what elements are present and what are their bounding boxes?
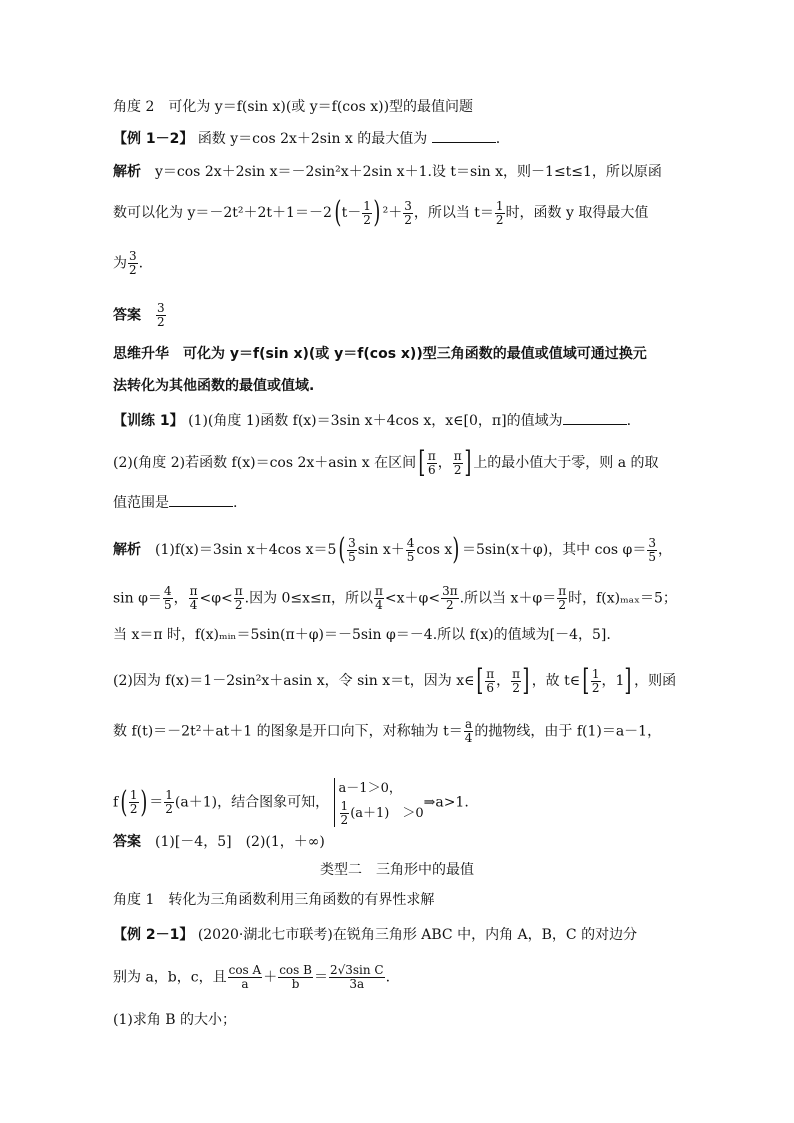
text: <x＋φ< <box>384 590 441 607</box>
fraction: $\frac{1}{2}$ <box>363 198 371 227</box>
text: (2)(角度 2)若函数 f(x)＝cos 2x＋asin x 在区间 <box>113 455 417 471</box>
solution-1-line2 <box>113 195 649 230</box>
text: . <box>138 255 144 272</box>
bracket-right: ] <box>463 445 471 480</box>
fraction: $\frac{3}{2}$ <box>404 198 412 227</box>
paren-left: ( <box>338 532 346 567</box>
text: <φ< <box>199 590 233 607</box>
bracket-left: [ <box>418 445 426 480</box>
solution-label: 解析 <box>113 164 141 180</box>
thought-text: 可化为 y＝f(sin x)(或 y＝f(cos x))型三角函数的最值或值域可通过换元 <box>183 346 647 362</box>
fraction: $\frac{\pi}{6}$ <box>427 448 436 477</box>
text: (1)f(x)＝3sin x＋4cos x＝5 <box>155 542 337 558</box>
period: . <box>233 495 238 511</box>
training-tag: 【训练 1】 <box>113 413 184 429</box>
solution-1-line1 <box>113 162 662 182</box>
solution-2-line2 <box>113 585 677 612</box>
answer-label: 答案 <box>113 307 141 324</box>
text: 当 x＝π 时，f(x)ₘᵢₙ＝5sin(π＋φ)＝－5sin φ＝－4.所以 f(x)的值域为[－4，5]. <box>113 627 611 643</box>
solution-label: 解析 <box>113 542 141 558</box>
example-2-1-question-1: (1)求角 B 的大小； <box>113 1012 237 1028</box>
fraction: $\frac{1}{2}$ <box>165 788 173 816</box>
paren-right: ) <box>373 195 381 230</box>
training-1-line2: (2)(角度 2)若函数 f(x)＝cos 2x＋asin x 在区间[ $\frac{\pi}{6}$ ， $\frac{\pi}{2}$ ] 上的最小值大于零，则 a 的取 <box>113 445 659 480</box>
text: 上的最小值大于零，则 a 的取 <box>473 455 659 471</box>
training-1-line1 <box>113 410 631 431</box>
example-tag: 【例 2－1】 <box>113 927 194 943</box>
text: 数可以化为 y＝－2t²＋2t＋1＝－2 <box>113 205 332 221</box>
fraction: $\frac{3}{5}$ <box>348 535 356 564</box>
fraction: $\frac{\pi}{6}$ <box>486 666 495 695</box>
thought-label: 思维升华 <box>113 346 169 362</box>
text: f <box>113 794 119 811</box>
bracket-right: ] <box>624 663 632 698</box>
text: ＝ <box>149 794 164 811</box>
text: (2020·湖北七市联考)在锐角三角形 ABC 中，内角 A，B，C 的对边分 <box>197 927 638 943</box>
text: . <box>385 969 391 986</box>
type2-title: 类型二 三角形中的最值 <box>320 862 474 878</box>
text: ＋ <box>263 969 278 986</box>
text: sin φ＝ <box>113 590 162 607</box>
text: t－ <box>341 205 362 221</box>
text: ＝5sin(x＋φ)，其中 cos φ＝ <box>461 542 647 558</box>
training-1-line3 <box>113 492 237 513</box>
text: ，所以当 t＝ <box>413 205 494 221</box>
fraction: $\frac{\pi}{2}$ <box>453 448 462 477</box>
fraction: $\frac{1}{2}$ <box>129 788 138 816</box>
answer-text: (1)[－4，5] (2)(1，＋∞) <box>155 834 325 850</box>
answer-blank <box>563 410 627 425</box>
example-2-1-line1 <box>113 925 637 945</box>
system-row-2: $\frac{1}{2}$ (a＋1) ＞0 <box>340 799 424 827</box>
solution-2-line6 <box>113 778 469 827</box>
paren-left: ( <box>334 195 342 230</box>
text: ²＋ <box>382 205 403 221</box>
fraction: $\frac{4}{5}$ <box>406 535 415 564</box>
bracket-left: [ <box>582 663 590 698</box>
inequality-system <box>334 778 424 827</box>
text: 别为 a，b，c，且 <box>113 969 227 986</box>
text: (2)因为 f(x)＝1－2sin²x＋asin x，令 sin x＝t，因为 x∈ <box>113 673 475 689</box>
answer-label: 答案 <box>113 834 141 850</box>
text: 为 <box>113 255 127 272</box>
example-text: 函数 y＝cos 2x＋2sin x 的最大值为 <box>197 131 428 147</box>
answer-1 <box>113 302 167 329</box>
paren-left: ( <box>120 784 128 820</box>
text: .所以当 x＋φ＝ <box>459 590 557 607</box>
text: (a＋1)，结合图象可知， <box>174 794 330 811</box>
text: cos x <box>416 542 453 558</box>
fraction: $\frac{\pi}{2}$ <box>512 666 520 695</box>
fraction: $\frac{\text{cos A}}{a}$ <box>228 963 262 991</box>
text: 的抛物线，由于 f(1)＝a－1， <box>474 723 662 740</box>
text: 时，f(x)ₘₐₓ＝5； <box>568 590 677 607</box>
text: ， <box>173 590 188 607</box>
fraction: $\frac{4}{5}$ <box>163 584 172 612</box>
text: 时，函数 y 取得最大值 <box>505 205 649 221</box>
thought-line2 <box>113 376 314 396</box>
bracket-left: [ <box>476 663 484 698</box>
solution-2-line1 <box>113 532 672 567</box>
answer-blank <box>169 492 233 507</box>
example-tag: 【例 1－2】 <box>113 131 194 147</box>
fraction: $\frac{1}{2}$ <box>495 198 504 227</box>
text: ， <box>657 542 672 558</box>
solution-2-line3 <box>113 625 611 645</box>
text: (1)(角度 1)函数 f(x)＝3sin x＋4cos x，x∈[0，π]的值域为 <box>188 413 563 429</box>
thought-text: 法转化为其他函数的最值或值域. <box>113 378 315 394</box>
fraction: $\frac{1}{2}$ <box>591 666 600 695</box>
period: . <box>495 131 501 147</box>
bracket-right: ] <box>522 663 530 698</box>
angle2-title: 角度 2 可化为 y＝f(sin x)(或 y＝f(cos x))型的最值问题 <box>113 99 474 115</box>
angle1-title: 角度 1 转化为三角函数利用三角函数的有界性求解 <box>113 892 435 908</box>
paren-right: ) <box>139 784 147 820</box>
fraction: $\frac{1}{2}$ <box>340 799 349 827</box>
paren-right: ) <box>452 532 460 567</box>
fraction: $\frac{3}{5}$ <box>648 535 656 564</box>
answer-blank <box>432 128 496 143</box>
text: .因为 0≤x≤π，所以 <box>244 590 373 607</box>
example-1-2 <box>113 128 500 149</box>
fraction: $\frac{3}{2}$ <box>129 249 137 277</box>
answer-2 <box>113 832 325 852</box>
fraction: $\frac{\pi}{2}$ <box>234 584 243 612</box>
solution-2-line4: (2)因为 f(x)＝1－2sin²x＋asin x，令 sin x＝t，因为 x∈[ $\frac{\pi}{6}$ ， $\frac{\pi}{2}$ ] ，故 t∈[ $\frac{1}{2}$ ，1] ，则函 <box>113 663 677 698</box>
period: . <box>626 413 632 429</box>
solution-2-line5 <box>113 718 661 745</box>
text: ，故 t∈ <box>531 673 581 689</box>
text: ⇒a>1. <box>423 794 469 811</box>
solution-1-line3 <box>113 250 143 277</box>
example-2-1-line2 <box>113 964 390 991</box>
thought-line1 <box>113 344 647 364</box>
text: 数 f(t)＝－2t²＋at＋1 的图象是开口向下，对称轴为 t＝ <box>113 723 463 740</box>
fraction: $\frac{\pi}{2}$ <box>558 584 567 612</box>
fraction: $\frac{a}{4}$ <box>464 717 473 745</box>
text: ，则函 <box>634 673 677 689</box>
fraction: $\frac{\pi}{4}$ <box>189 584 198 612</box>
fraction: $\frac{3\pi}{2}$ <box>442 584 458 612</box>
fraction: $\frac{\text{cos B}}{b}$ <box>279 963 312 991</box>
fraction: $\frac{\text{2√3sin C}}{3a}$ <box>329 963 384 991</box>
system-row-1: a－1＞0， <box>338 781 402 796</box>
fraction: $\frac{\pi}{4}$ <box>375 584 383 612</box>
text: ＝ <box>313 969 328 986</box>
text: sin x＋ <box>357 542 405 558</box>
fraction: $\frac{3}{2}$ <box>157 301 165 329</box>
text: 值范围是 <box>113 495 169 511</box>
solution-text: y＝cos 2x＋2sin x＝－2sin²x＋2sin x＋1.设 t＝sin x，则－1≤t≤1，所以原函 <box>155 164 662 180</box>
text: ，1 <box>601 673 625 689</box>
